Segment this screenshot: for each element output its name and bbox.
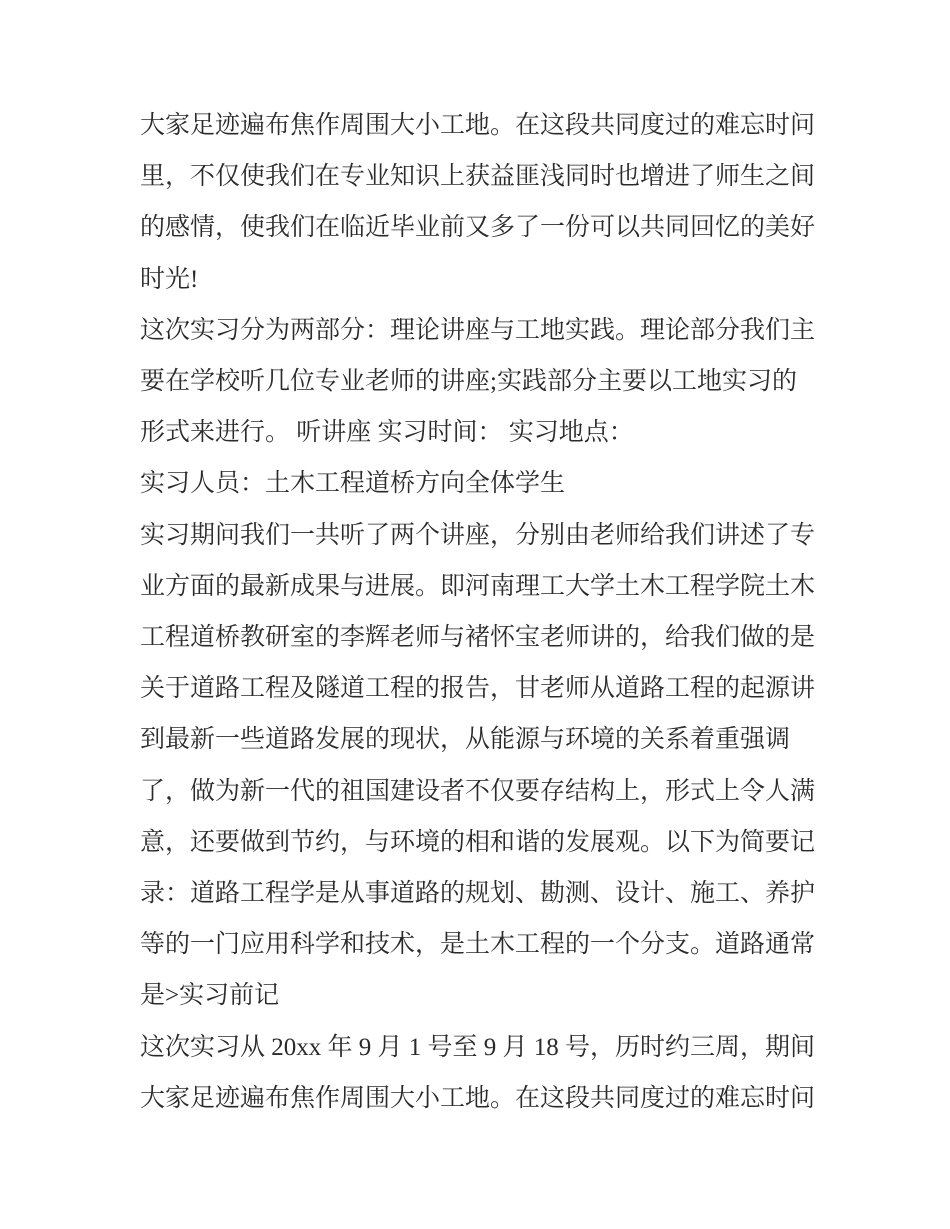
document-text-block	[140, 100, 852, 1124]
text-line: 业方面的最新成果与进展。即河南理工大学土木工程学院土木	[140, 572, 816, 600]
text-line: 是>实习前记	[140, 982, 280, 1010]
text-line: 关于道路工程及隧道工程的报告，甘老师从道路工程的起源讲	[140, 675, 816, 703]
text-line: 的感情，使我们在临近毕业前又多了一份可以共同回忆的美好	[140, 214, 816, 242]
text-line: 大家足迹遍布焦作周围大小工地。在这段共同度过的难忘时问	[140, 1084, 816, 1112]
text-line: 录：道路工程学是从事道路的规划、勘测、设计、施工、养护	[140, 880, 816, 908]
text-line: 要在学校听几位专业老师的讲座;实践部分主要以工地实习的	[140, 368, 797, 396]
text-line: 时光!	[140, 265, 199, 293]
text-line: 形式来进行。 听讲座 实习时间： 实习地点：	[140, 419, 634, 447]
text-line: 到最新一些道路发展的现状，从能源与环境的关系着重强调	[140, 726, 791, 754]
text-line: 里，不仅使我们在专业知识上获益匪浅同时也增进了师生之间	[140, 163, 816, 191]
text-line: 大家足迹遍布焦作周围大小工地。在这段共同度过的难忘时问	[140, 112, 816, 139]
text-line: 这次实习从 20xx 年 9 月 1 号至 9 月 18 号，历时约三周，期间	[140, 1033, 816, 1061]
text-line: 了，做为新一代的祖国建设者不仅要存结构上，形式上令人满	[140, 777, 816, 805]
text-line: 工程道桥教研室的李辉老师与褚怀宝老师讲的，给我们做的是	[140, 624, 816, 652]
text-line: 这次实习分为两部分：理论讲座与工地实践。理论部分我们主	[140, 316, 816, 344]
text-line: 实习人员：土木工程道桥方向全体学生	[140, 470, 566, 498]
text-line: 等的一门应用科学和技术，是土木工程的一个分支。道路通常	[140, 931, 816, 959]
text-line: 意，还要做到节约，与环境的相和谐的发展观。以下为简要记	[140, 828, 816, 856]
text-line: 实习期问我们一共听了两个讲座，分别由老师给我们讲述了专	[140, 521, 816, 549]
